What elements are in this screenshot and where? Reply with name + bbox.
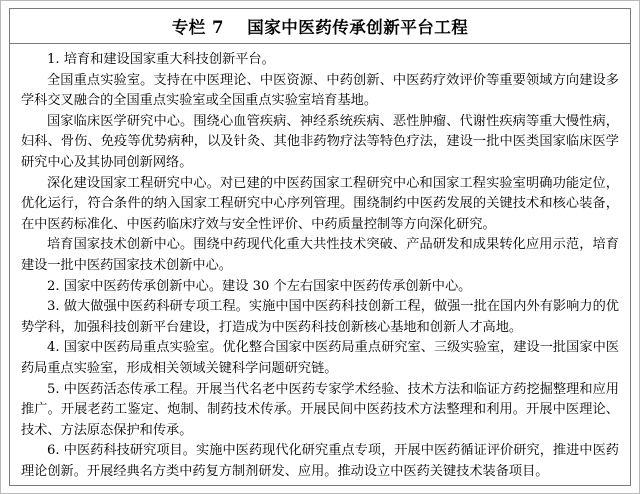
paragraph: 6. 中医药科技研究项目。实施中医药现代化研究重点专项，开展中医药循证评价研究，推进中医药理论创新。开展经典名方类中药复方制剂研发、应用。推动设立中医药关键技术装备项目。	[21, 443, 619, 479]
paragraph: 3. 做大做强中医药科研专项工程。实施中国中医药科技创新工程，做强一批在国内外有影响力的优势学科，加强科技创新平台建设，打造成为中医药科技创新核心基地和创新人才高地。	[21, 299, 619, 335]
paragraph: 国家临床医学研究中心。围绕心血管疾病、神经系统疾病、恶性肿瘤、代谢性疾病等重大慢性病，妇科、骨伤、免疫等优势病种，以及针灸、其他非药物疗法等特色疗法，建设一批中医类国家临床医学研究中心及其协同创新网络。	[21, 113, 619, 170]
paragraph: 培育国家技术创新中心。围绕中药现代化重大共性技术突破、产品研发和成果转化应用示范，培育建设一批中医药国家技术创新中心。	[21, 237, 619, 273]
paragraph: 2. 国家中医药传承创新中心。建设 30 个左右国家中医药传承创新中心。	[47, 278, 472, 294]
paragraph: 4. 国家中医药局重点实验室。优化整合国家中医药局重点研究室、三级实验室，建设一批国家中医药局重点实验室，形成相关领域关键科学问题研究链。	[21, 340, 619, 376]
paragraph: 深化建设国家工程研究中心。对已建的中医药国家工程研究中心和国家工程实验室明确功能定位，优化运行，符合条件的纳入国家工程研究中心序列管理。围绕制约中医药发展的关键技术和核心装备，在中医药标准化、中医药临床疗效与安全性评价、中药质量控制等方向深化研究。	[21, 175, 619, 232]
paragraph: 全国重点实验室。支持在中医理论、中医资源、中药创新、中医药疗效评价等重要领域方向建设多学科交叉融合的全国重点实验室或全国重点实验室培育基地。	[21, 72, 619, 109]
paragraph: 5. 中医药活态传承工程。开展当代名老中医药专家学术经验、技术方法和临证方药挖掘整理和应用推广。开展老药工鉴定、炮制、制药技术传承。开展民间中医药技术方法整理和利用。开展中医理论、技术、方法原态保护和传承。	[21, 381, 619, 438]
paragraph: 1. 培育和建设国家重大科技创新平台。	[47, 52, 275, 67]
document-body	[10, 44, 630, 486]
page-title: 专栏 7 国家中医药传承创新平台工程	[171, 18, 469, 37]
document-title-bar	[10, 9, 630, 44]
document-frame	[9, 8, 631, 486]
